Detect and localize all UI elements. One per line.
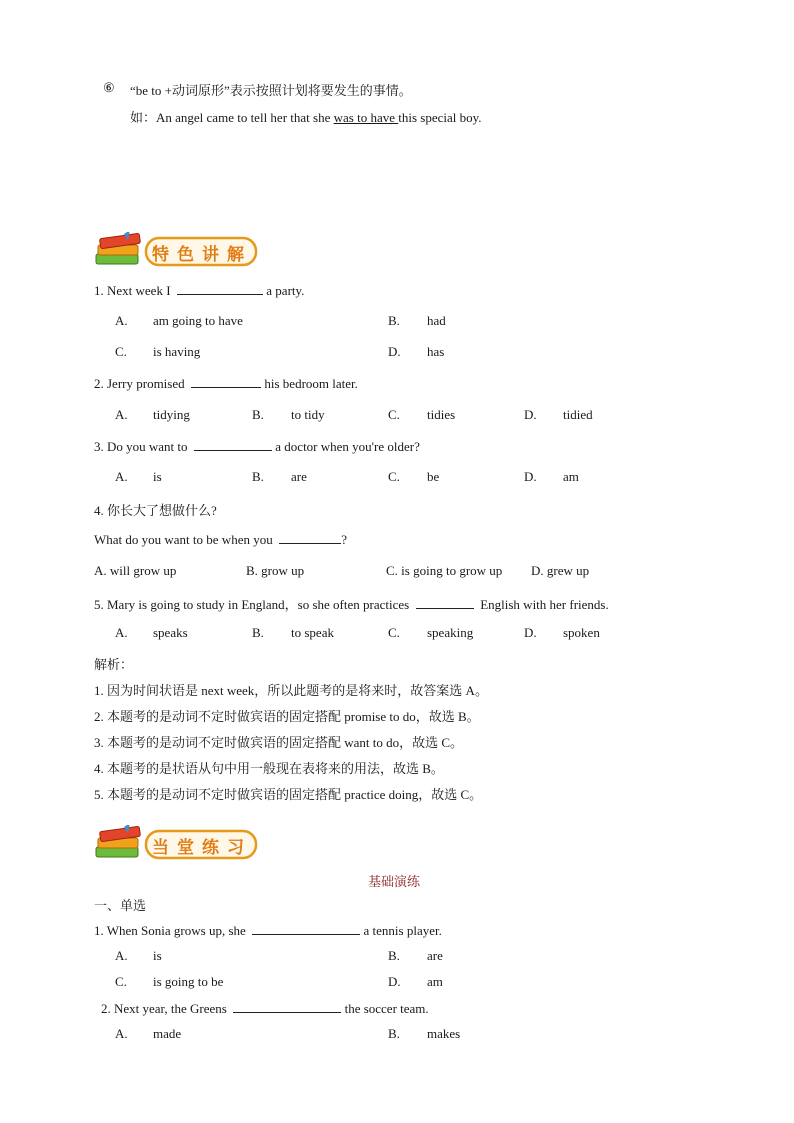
answer-blank [191,375,261,388]
badge-char: 习 [227,837,246,858]
practice-question-1 [94,922,442,939]
badge-char: 特 [152,244,171,265]
option-letter: A. [115,469,128,484]
option-text: is going to be [153,974,224,989]
option-letter: A. [115,625,128,640]
option-letter: D. [388,344,401,359]
option-letter: D. [524,407,537,422]
option-letter: B. [252,407,264,422]
answer-blank [416,596,474,609]
option-letter: B. [388,313,400,328]
badge-char: 当 [152,837,171,858]
option-letter: B. [388,1026,400,1041]
question-stem: 3. Do you want to [94,439,188,454]
option: D. grew up [531,563,590,578]
answer-blank [177,282,263,295]
badge-char: 练 [202,837,221,858]
option: A. will grow up [94,563,177,578]
question-stem: 2. Next year, the Greens [101,1001,227,1016]
option-text: tidying [153,407,190,422]
option-text: is [153,948,162,963]
analysis-heading: 解析： [94,657,134,672]
option-letter: B. [252,469,264,484]
question-stem-end: a doctor when you're older? [275,439,420,454]
option-text: am going to have [153,313,243,328]
example-prefix: 如：An angel came to tell her that she [130,110,334,125]
badge-char: 讲 [202,244,221,265]
analysis-line: 1. 因为时间状语是 next week，所以此题考的是将来时，故答案选 A。 [94,683,488,698]
option-text: are [427,948,443,963]
option-text: is having [153,344,201,359]
question-stem-end: a party. [266,283,305,298]
option-text: to tidy [291,407,325,422]
question-stem-end: English with her friends. [480,597,609,612]
question-stem-end: his bedroom later. [264,376,358,391]
question-2 [94,375,358,392]
option-letter: C. [388,469,400,484]
option: C. is going to grow up [386,563,503,578]
option-text: tidies [427,407,456,422]
badge-char: 堂 [177,837,196,858]
option: B. grow up [246,563,305,578]
option-letter: A. [115,948,128,963]
badge-label [149,239,249,265]
option-text: speaks [153,625,188,640]
practice-question-2 [101,1000,429,1017]
question-4-chinese: 4. 你长大了想做什么? [94,503,217,518]
question-3 [94,438,420,455]
analysis-line: 3. 本题考的是动词不定时做宾语的固定搭配 want to do，故选 C。 [94,735,464,750]
option-letter: D. [524,469,537,484]
option-letter: B. [252,625,264,640]
rule-text: “be to +动词原形”表示按照计划将要发生的事情。 [130,83,412,98]
example-underlined: was to have [333,110,399,125]
analysis-line: 2. 本题考的是动词不定时做宾语的固定搭配 promise to do，故选 B。 [94,709,480,724]
rule-example [130,107,482,126]
answer-blank [194,438,272,451]
question-5 [94,594,609,613]
analysis-line: 4. 本题考的是状语从句中用一般现在表将来的用法，故选 B。 [94,761,444,776]
option-text: spoken [563,625,600,640]
option-letter: C. [115,344,127,359]
section-badge-explanation [94,232,264,272]
rule-marker: ⑥ [103,80,115,95]
answer-blank [279,531,341,544]
option-text: tidied [563,407,593,422]
badge-char: 解 [227,244,246,265]
option-text: speaking [427,625,474,640]
question-stem-end: ? [341,532,347,547]
option-text: has [427,344,445,359]
option-letter: B. [388,948,400,963]
question-stem: 2. Jerry promised [94,376,185,391]
question-stem-end: the soccer team. [344,1001,429,1016]
option-text: are [291,469,307,484]
option-letter: C. [388,407,400,422]
example-suffix: this special boy. [398,110,482,125]
option-text: made [153,1026,182,1041]
option-text: be [427,469,440,484]
question-stem: 5. Mary is going to study in England，so she often practices [94,597,410,612]
option-text: had [427,313,446,328]
option-letter: A. [115,407,128,422]
option-letter: A. [115,1026,128,1041]
badge-label [149,832,249,858]
answer-blank [233,1000,341,1013]
option-letter: A. [115,313,128,328]
option-text: to speak [291,625,334,640]
answer-blank [252,922,360,935]
question-stem: 1. Next week I [94,283,171,298]
question-stem-end: a tennis player. [363,923,442,938]
option-letter: C. [388,625,400,640]
option-text: makes [427,1026,461,1041]
section-badge-practice [94,825,264,865]
question-4 [94,531,347,548]
practice-title: 基础演练 [368,874,421,889]
question-stem: What do you want to be when you [94,532,273,547]
option-letter: C. [115,974,127,989]
option-text: is [153,469,162,484]
option-text: am [563,469,579,484]
option-letter: D. [524,625,537,640]
analysis-line: 5. 本题考的是动词不定时做宾语的固定搭配 practice doing，故选 C。 [94,787,483,802]
badge-char: 色 [177,244,196,265]
option-letter: D. [388,974,401,989]
practice-section-heading: 一、单选 [94,898,147,913]
question-1 [94,282,304,299]
question-stem: 1. When Sonia grows up, she [94,923,246,938]
option-text: am [427,974,443,989]
